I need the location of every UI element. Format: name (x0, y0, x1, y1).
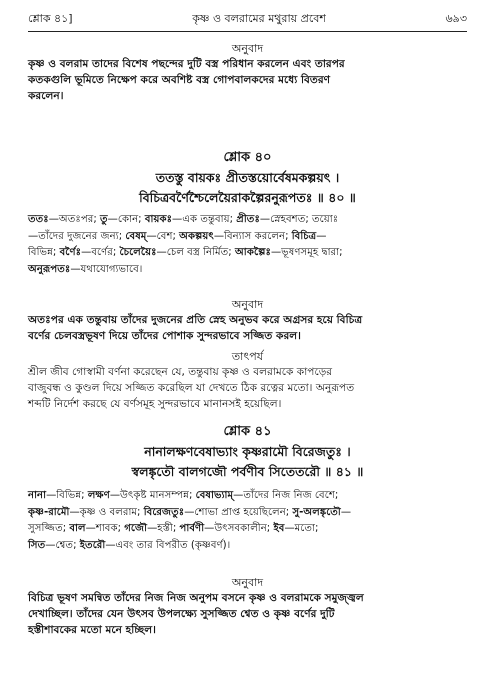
sanskrit-term: নানা (28, 490, 47, 501)
term-meaning: সুসজ্জিত; (28, 523, 70, 534)
synonym-line (28, 538, 467, 555)
term-meaning: —তাঁদের নিজ নিজ বেশে; (233, 490, 339, 501)
verse-line: ততস্তু বায়কঃ প্রীতস্তয়োর্বেষমকল্পয়ৎ । (155, 170, 340, 185)
sanskrit-term: গজৌ (124, 523, 148, 534)
term-meaning: —শাবক; (85, 523, 125, 534)
sanskrit-term: আকল্পৈঃ (234, 247, 271, 258)
term-meaning: তয়োঃ (312, 214, 339, 225)
synonym-line (28, 521, 467, 538)
header-chapter-title: কৃষ্ণ ও বলরামের মথুরায় প্রবেশ (192, 11, 326, 25)
text-line: কতকগুলি ভূমিতে নিক্ষেপ করে অবশিষ্ট বস্ত্র গোপবালকদের মধ্যে বিতরণ (28, 74, 331, 86)
term-meaning: —বর্ণের; (81, 247, 120, 258)
term-meaning: —উৎকৃষ্ট মানসম্পন্ন; (109, 490, 196, 501)
term-meaning: — (316, 230, 327, 242)
verse-41-title: শ্লোক ৪১ (223, 424, 272, 439)
text-line: শ্রীল জীব গোস্বামী বর্ণনা করেছেন যে, তন্তুবায় কৃষ্ণ ও বলরামকে কাপড়ের (28, 366, 333, 378)
term-meaning: —এবং তার বিপরীত (কৃষ্ণবর্ণ)। (105, 539, 231, 551)
term-meaning: —চেল বস্ত্র নির্মিত; (156, 247, 235, 258)
term-meaning: —কোন; (107, 214, 145, 225)
term-meaning: —উৎসবকালীন; (204, 523, 274, 534)
sanskrit-term: বায়কঃ (144, 214, 173, 225)
sanskrit-term: বেষম্ (125, 230, 147, 242)
sanskrit-term: সু-অলঙ্কৃতৌ (292, 506, 341, 518)
verse-40-synonyms (28, 212, 467, 278)
synonym-line (28, 245, 467, 262)
term-meaning: —মতো; (284, 523, 319, 534)
translation-text-3 (28, 590, 467, 638)
sanskrit-term: কৃষ্ণ-রামৌ (28, 506, 70, 518)
translation-text-2 (28, 312, 467, 344)
term-meaning: —শোভা প্রাপ্ত হয়েছিলেন; (184, 506, 293, 518)
sanskrit-term: ইতরৌ (79, 539, 106, 551)
translation-heading-3: অনুবাদ (231, 576, 264, 589)
term-meaning: —হস্তী; (147, 523, 180, 534)
translation-text-1 (28, 56, 467, 104)
verse-line: স্বলঙ্কৃতৌ বালগজৌ পর্বণীব সিতেতরৌ ॥ ৪১ ॥ (131, 464, 364, 479)
synonym-line (28, 505, 467, 522)
verse-41-text (28, 442, 467, 482)
term-meaning: —বিন্যাস করলেন; (213, 230, 292, 242)
verse-40-title: শ্লোক ৪০ (223, 150, 272, 165)
synonym-line (28, 488, 467, 505)
sanskrit-term: প্রীতঃ (236, 214, 260, 225)
sanskrit-term: বিচিত্র (291, 230, 317, 242)
term-meaning: —এক তন্তুবায়; (172, 214, 237, 225)
term-meaning: —শ্বেত; (45, 539, 80, 551)
text-line: বাজুবন্ধ ও কুণ্ডল দিয়ে সজ্জিত করেছিল যা দেখতে ঠিক রত্নের মতো। অনুরূপত (28, 382, 355, 394)
header-divider (28, 31, 467, 32)
term-meaning: বিভিন্ন; (28, 247, 60, 258)
sanskrit-term: বাল (69, 523, 86, 534)
text-line: দেখাচ্ছিল। তাঁদের যেন উৎসব উপলক্ষ্যে সুসজ্জিত শ্বেত ও কৃষ্ণ বর্ণের দুটি (28, 608, 335, 620)
verse-line: নানালক্ষণবেষাভ্যাং কৃষ্ণরামৌ বিরেজতুঃ । (144, 444, 351, 459)
text-line: শব্দটি নির্দেশ করছে যে বর্ণসমূহ সুন্দরভাবে মানানসই হয়েছিল। (28, 398, 282, 410)
term-meaning: —বেশ; (146, 230, 180, 242)
sanskrit-term: বেষাভ্যাম্ (195, 490, 234, 501)
sanskrit-term: ইব (273, 523, 285, 534)
header-page-number: ৬৯৩ (445, 11, 467, 25)
header-verse-ref: শ্লোক ৪১] (28, 11, 73, 25)
term-meaning: — (340, 506, 352, 518)
sanskrit-term: সিত (28, 539, 46, 551)
text-line: কৃষ্ণ ও বলরাম তাদের বিশেষ পছন্দের দুটি বস্ত্র পরিধান করলেন এবং তারপর (28, 58, 345, 70)
text-line: বিচিত্র ভূষণ সমন্বিত তাঁদের নিজ নিজ অনুপম বসনে কৃষ্ণ ও বলরামকে সমুজ্জ্বল (28, 592, 364, 604)
synonym-line (28, 262, 467, 279)
term-meaning: —অতঃপর; (48, 214, 101, 225)
term-meaning: —তাঁদের দুজনের জন্য; (28, 230, 126, 242)
sanskrit-term: ততঃ (28, 214, 49, 225)
sanskrit-term: অকল্পয়ৎ (179, 230, 214, 242)
text-line: করলেন। (28, 90, 64, 102)
term-meaning: —বিভিন্ন; (46, 490, 88, 501)
text-line: হস্তীশাবকের মতো মনে হচ্ছিল। (28, 624, 156, 636)
term-meaning: —কৃষ্ণ ও বলরাম; (69, 506, 144, 518)
text-line: অতঃপর এক তন্তুবায় তাঁদের দুজনের প্রতি স্নেহ অনুভব করে অগ্রসর হয়ে বিচিত্র (28, 314, 363, 326)
synonym-line (28, 212, 467, 229)
synonym-line (28, 229, 467, 246)
purport-heading: তাৎপর্য (231, 350, 264, 363)
sanskrit-term: বিরেজতুঃ (143, 506, 185, 518)
term-meaning: —যথাযোগ্যভাবে। (70, 263, 143, 275)
sanskrit-term: পার্বণী (179, 523, 205, 534)
verse-40-text (28, 168, 467, 208)
sanskrit-term: অনুরূপতঃ (28, 263, 71, 275)
sanskrit-term: লক্ষণ (87, 490, 110, 501)
translation-heading-1: অনুবাদ (231, 42, 264, 55)
sanskrit-term: বর্ণৈঃ (59, 247, 82, 258)
purport-text (28, 364, 467, 412)
term-meaning: —স্নেহবশত; (259, 214, 313, 225)
sanskrit-term: চৈলেয়ৈঃ (119, 247, 157, 258)
verse-41-synonyms (28, 488, 467, 554)
verse-line: বিচিত্রবর্ণৈশ্চৈলেয়ৈরাকল্পৈরনুরূপতঃ ॥ ৪০ ॥ (139, 190, 356, 205)
sanskrit-term: তু (100, 214, 108, 225)
translation-heading-2: অনুবাদ (231, 298, 264, 311)
term-meaning: —ভূষণসমূহ দ্বারা; (270, 247, 343, 258)
page-header (28, 10, 467, 28)
text-line: বর্ণের চেলবস্ত্রভূষণ দিয়ে তাঁদের পোশাক সুন্দরভাবে সজ্জিত করল। (28, 330, 301, 342)
